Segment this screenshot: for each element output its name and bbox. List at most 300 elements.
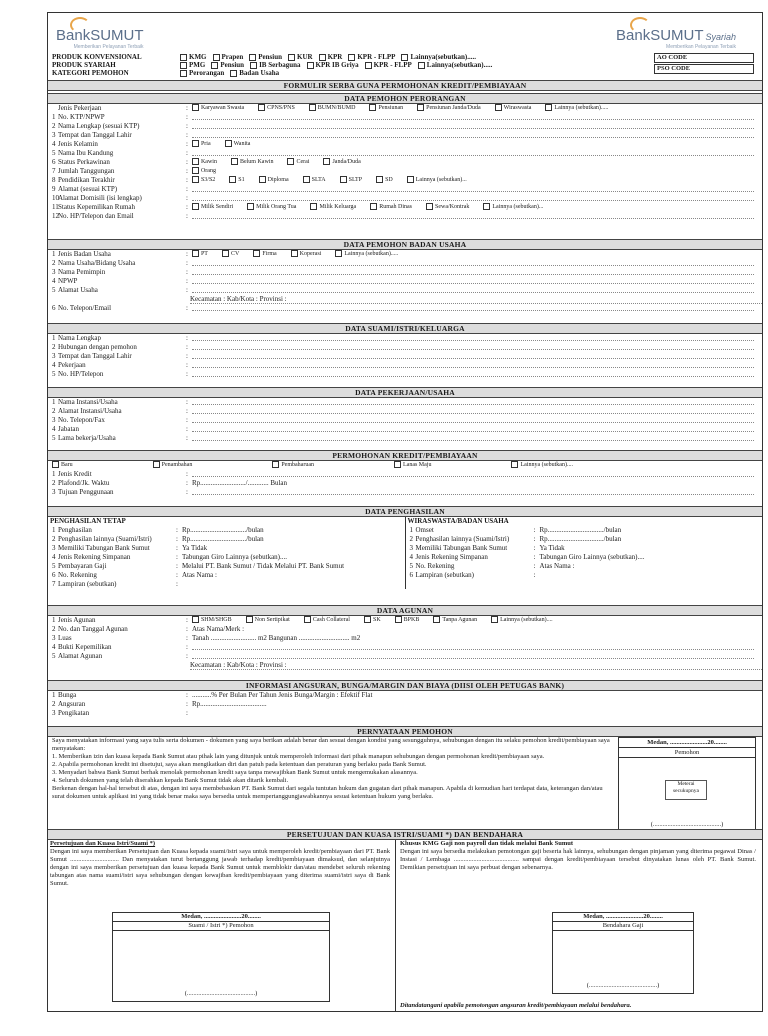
checkbox[interactable] — [348, 54, 355, 61]
right-medan: Medan, .......................20........ — [583, 913, 663, 920]
perorangan-option[interactable] — [545, 104, 608, 113]
perorangan-option[interactable] — [483, 203, 543, 212]
row-number: 2 — [52, 535, 56, 543]
badan-usaha-section — [48, 250, 762, 313]
persetujuan-istri-suami — [50, 840, 390, 888]
perorangan-option-label: Janda/Duda — [332, 159, 361, 165]
agunan-option-label: Non Sertipikat — [254, 617, 290, 623]
agunan-option-label: SHM/SHGB — [200, 617, 232, 623]
row-number: 2 — [52, 625, 56, 633]
colon: : — [186, 343, 188, 351]
agunan-row — [48, 616, 762, 625]
row-number: 1 — [52, 334, 56, 342]
row-label: Memiliki Tabungan Bank Sumut — [415, 544, 508, 552]
angsuran-value[interactable]: ...........% Per Bulan Per Tahun Jenis Bunga/Margin : Efektif Flat — [191, 691, 373, 699]
ao-code-field[interactable]: AO CODE — [654, 53, 754, 63]
persetujuan-section — [48, 840, 762, 1011]
penghasilan-tetap-value[interactable]: Rp................................/bulan — [181, 526, 264, 534]
checkbox[interactable] — [307, 62, 314, 69]
agunan-value[interactable]: Atas Nama/Merk : — [191, 625, 245, 633]
row-number: 10 — [52, 194, 59, 202]
perorangan-option[interactable] — [340, 176, 362, 185]
pekerjaan-input-line[interactable] — [192, 434, 754, 441]
checkbox[interactable] — [180, 62, 187, 69]
keluarga-input-line[interactable] — [192, 370, 754, 377]
perorangan-option[interactable] — [258, 104, 295, 113]
checkbox[interactable] — [304, 616, 311, 623]
pemohon-medan: Medan, .......................20........ — [619, 738, 755, 748]
checkbox[interactable] — [192, 203, 199, 210]
left-medan: Medan, .......................20........ — [181, 913, 261, 920]
checkbox[interactable] — [249, 54, 256, 61]
perorangan-row — [48, 158, 762, 167]
syariah-option[interactable] — [418, 61, 493, 69]
pernyataan-paragraph: 2. Apabila permohonan kredit ini disetujui, saya akan mengikatkan diri dan patuh pada ketentuan dan peraturan yang berlaku pada Bank Sumut. — [52, 761, 427, 768]
penghasilan-tetap-title: PENGHASILAN TETAP — [50, 517, 126, 525]
perorangan-option[interactable] — [303, 176, 326, 185]
colon: : — [176, 562, 178, 570]
row-label: No. KTP/NPWP — [58, 113, 105, 121]
colon: : — [186, 334, 188, 342]
syariah-option[interactable] — [180, 61, 205, 69]
angsuran-section — [48, 691, 762, 718]
checkbox[interactable] — [192, 167, 199, 174]
syariah-option-label: KPR - FLPP — [373, 61, 412, 69]
colon: : — [186, 634, 188, 642]
checkbox[interactable] — [309, 104, 316, 111]
colon: : — [186, 425, 188, 433]
bendahara-signature-box[interactable] — [552, 912, 694, 994]
agunan-option[interactable] — [395, 616, 420, 625]
checkbox[interactable] — [395, 616, 402, 623]
row-label: No. HP/Telepon dan Email — [58, 212, 134, 220]
produk-konvensional-options — [180, 53, 476, 61]
bank-sumut-syariah-logo — [616, 19, 736, 50]
pekerjaan-input-line[interactable] — [192, 407, 754, 414]
colon: : — [186, 700, 188, 708]
row-number: 2 — [52, 700, 56, 708]
badan-usaha-option-label: Firma — [262, 251, 277, 257]
checkbox[interactable] — [310, 203, 317, 210]
checkbox[interactable] — [192, 250, 199, 257]
checkbox[interactable] — [287, 158, 294, 165]
checkbox[interactable] — [426, 203, 433, 210]
konvensional-option[interactable] — [288, 53, 313, 61]
checkbox[interactable] — [246, 616, 253, 623]
perorangan-option-label: Diploma — [267, 177, 289, 183]
konvensional-option-label: KMG — [189, 53, 207, 61]
row-number: 8 — [52, 176, 56, 184]
kredit-option[interactable] — [52, 461, 73, 470]
konvensional-option[interactable] — [401, 53, 476, 61]
perorangan-option[interactable] — [259, 176, 289, 185]
perorangan-options — [192, 140, 251, 149]
colon: : — [176, 535, 178, 543]
row-number: 1 — [52, 526, 56, 534]
checkbox[interactable] — [192, 158, 199, 165]
wiraswasta-value[interactable]: Rp................................/bulan — [539, 526, 622, 534]
perorangan-option[interactable] — [192, 158, 217, 167]
konvensional-option-label: Lainnya(sebutkan)..... — [410, 53, 477, 61]
perorangan-row — [48, 176, 762, 185]
perorangan-option[interactable] — [407, 176, 467, 185]
checkbox[interactable] — [222, 250, 229, 257]
angsuran-section-title: INFORMASI ANGSURAN, BUNGA/MARGIN DAN BIAYA (DIISI OLEH PETUGAS BANK) — [48, 680, 762, 691]
checkbox[interactable] — [192, 616, 199, 623]
angsuran-value[interactable] — [192, 709, 762, 718]
badan-usaha-option[interactable] — [291, 250, 322, 259]
checkbox[interactable] — [250, 62, 257, 69]
kredit-value[interactable]: Rp........................../............ Bulan — [191, 479, 288, 487]
perorangan-option[interactable] — [192, 176, 215, 185]
colon: : — [186, 652, 188, 660]
penghasilan-tetap-value[interactable]: Atas Nama : — [181, 571, 217, 579]
perorangan-option[interactable] — [225, 140, 251, 149]
penghasilan-tetap-row — [48, 535, 405, 544]
penghasilan-tetap-row — [48, 544, 405, 553]
agunan-input-line[interactable] — [192, 652, 754, 659]
checkbox[interactable] — [192, 140, 199, 147]
wiraswasta-value[interactable]: Rp................................/bulan — [539, 535, 622, 543]
agunan-row — [48, 634, 762, 643]
perorangan-option[interactable] — [495, 104, 532, 113]
row-number: 1 — [52, 616, 56, 624]
wiraswasta-value[interactable]: Ya Tidak — [539, 544, 565, 552]
checkbox[interactable] — [545, 104, 552, 111]
perorangan-option[interactable] — [310, 203, 356, 212]
syariah-option[interactable] — [365, 61, 412, 69]
agunan-input-line[interactable] — [192, 643, 754, 650]
perorangan-option-label: Wiraswasta — [503, 105, 532, 111]
agunan-section — [48, 616, 762, 670]
perorangan-input-line[interactable] — [192, 131, 754, 138]
pekerjaan-input-line[interactable] — [192, 416, 754, 423]
perorangan-option-label: Wanita — [233, 141, 251, 147]
row-number: 2 — [52, 259, 56, 267]
checkbox[interactable] — [495, 104, 502, 111]
row-number: 7 — [52, 167, 56, 175]
checkbox[interactable] — [370, 203, 377, 210]
materai-stamp: Meterai secukupnya — [665, 780, 707, 800]
kredit-section-title: PERMOHONAN KREDIT/PEMBIAYAAN — [48, 450, 762, 461]
colon: : — [186, 304, 188, 312]
perorangan-input-line[interactable] — [192, 113, 754, 120]
checkbox[interactable] — [401, 54, 408, 61]
checkbox[interactable] — [433, 616, 440, 623]
perorangan-input-line[interactable] — [192, 212, 754, 219]
colon: : — [186, 140, 188, 148]
checkbox[interactable] — [192, 176, 199, 183]
perorangan-row — [48, 212, 762, 221]
badan-usaha-option-label: Koperasi — [299, 251, 322, 257]
checkbox[interactable] — [303, 176, 310, 183]
perorangan-option[interactable] — [323, 158, 360, 167]
colon: : — [186, 113, 188, 121]
penghasilan-tetap-value[interactable]: Tabungan Giro Lainnya (sebutkan).... — [181, 553, 288, 561]
checkbox[interactable] — [394, 461, 401, 468]
checkbox[interactable] — [211, 62, 218, 69]
agunan-value[interactable]: Tanah .......................... m2 Bangunan ............................. m2 — [191, 634, 361, 642]
syariah-option[interactable] — [211, 61, 244, 69]
kategori-option-label: Perorangan — [189, 69, 225, 77]
konvensional-option[interactable] — [348, 53, 395, 61]
checkbox[interactable] — [511, 461, 518, 468]
konvensional-option-label: KUR — [297, 53, 313, 61]
kredit-option[interactable] — [394, 461, 432, 470]
perorangan-option[interactable] — [192, 140, 211, 149]
checkbox[interactable] — [483, 203, 490, 210]
checkbox[interactable] — [52, 461, 59, 468]
perorangan-option[interactable] — [417, 104, 481, 113]
checkbox[interactable] — [258, 104, 265, 111]
kredit-option[interactable] — [153, 461, 193, 470]
badan-usaha-option[interactable] — [253, 250, 276, 259]
badan-usaha-input-line[interactable] — [192, 277, 754, 284]
kategori-option[interactable] — [230, 69, 279, 77]
pekerjaan-input-line[interactable] — [192, 425, 754, 432]
produk-syariah-label: PRODUK SYARIAH — [52, 61, 116, 69]
checkbox[interactable] — [230, 70, 237, 77]
perorangan-row — [48, 149, 762, 158]
wiraswasta-row — [406, 553, 763, 562]
checkbox[interactable] — [365, 62, 372, 69]
checkbox[interactable] — [272, 461, 279, 468]
checkbox[interactable] — [180, 54, 187, 61]
konvensional-option[interactable] — [319, 53, 343, 61]
badan-usaha-option[interactable] — [222, 250, 239, 259]
penghasilan-tetap-value[interactable] — [182, 580, 405, 589]
checkbox[interactable] — [231, 158, 238, 165]
keluarga-row — [48, 343, 762, 352]
perorangan-option[interactable] — [369, 104, 403, 113]
badan-usaha-row — [48, 250, 762, 259]
checkbox[interactable] — [491, 616, 498, 623]
kredit-option[interactable] — [272, 461, 314, 470]
badan-usaha-options — [192, 250, 398, 259]
perorangan-option[interactable] — [287, 158, 309, 167]
checkbox[interactable] — [418, 62, 425, 69]
kredit-option-label: Lanas Maju — [402, 462, 432, 468]
badan-usaha-option[interactable] — [192, 250, 208, 259]
colon: : — [186, 203, 188, 211]
row-label: Jenis Rekening Simpanan — [415, 553, 488, 561]
checkbox[interactable] — [192, 104, 199, 111]
badan-usaha-input-line[interactable] — [192, 304, 754, 311]
kategori-option-label: Badan Usaha — [239, 69, 280, 77]
perorangan-row — [48, 140, 762, 149]
kredit-input-line[interactable] — [192, 488, 754, 495]
pekerjaan-row — [48, 407, 762, 416]
checkbox[interactable] — [288, 54, 295, 61]
row-number: 2 — [52, 343, 56, 351]
perorangan-option[interactable] — [231, 158, 274, 167]
perorangan-input-line[interactable] — [192, 194, 754, 201]
right-sig-line: (..........................................) — [586, 982, 660, 989]
perorangan-option-label: Cerai — [296, 159, 310, 165]
perorangan-option[interactable] — [192, 104, 244, 113]
colon: : — [186, 709, 188, 717]
colon: : — [186, 104, 188, 112]
pemohon-label: Pemohon — [619, 748, 755, 758]
wiraswasta-value[interactable]: Tabungan Giro Lainnya (sebutkan).... — [539, 553, 645, 561]
perorangan-option[interactable] — [229, 176, 244, 185]
perorangan-options — [192, 104, 608, 113]
row-label: No. Rekening — [415, 562, 455, 570]
perorangan-option[interactable] — [370, 203, 412, 212]
checkbox[interactable] — [364, 616, 371, 623]
konvensional-option[interactable] — [249, 53, 282, 61]
row-number: 3 — [52, 544, 56, 552]
checkbox[interactable] — [335, 250, 342, 257]
badan-usaha-location[interactable]: Kecamatan : Kab/Kota : Provinsi : — [190, 295, 762, 304]
checkbox[interactable] — [225, 140, 232, 147]
penghasilan-tetap-value[interactable]: Melalui PT. Bank Sumut / Tidak Melalui PT. Bank Sumut — [181, 562, 345, 570]
row-number: 3 — [52, 131, 56, 139]
perorangan-input-line[interactable] — [192, 149, 754, 156]
checkbox[interactable] — [180, 70, 187, 77]
checkbox[interactable] — [319, 54, 326, 61]
checkbox[interactable] — [253, 250, 260, 257]
agunan-option[interactable] — [433, 616, 477, 625]
badan-usaha-input-line[interactable] — [192, 259, 754, 266]
row-label: No. HP/Telepon — [58, 370, 104, 378]
colon: : — [186, 470, 188, 478]
keluarga-input-line[interactable] — [192, 343, 754, 350]
row-number: 2 — [409, 535, 413, 543]
perorangan-options — [192, 176, 467, 185]
penghasilan-tetap-value[interactable]: Ya Tidak — [181, 544, 208, 552]
keluarga-input-line[interactable] — [192, 334, 754, 341]
wiraswasta-value[interactable]: Atas Nama : — [539, 562, 575, 570]
row-number: 4 — [52, 425, 56, 433]
colon: : — [186, 407, 188, 415]
colon: : — [186, 616, 188, 624]
agunan-row — [48, 625, 762, 634]
perorangan-row — [48, 185, 762, 194]
konvensional-option[interactable] — [180, 53, 207, 61]
syariah-option[interactable] — [250, 61, 300, 69]
colon: : — [186, 131, 188, 139]
agunan-option[interactable] — [364, 616, 381, 625]
agunan-option[interactable] — [192, 616, 232, 625]
penghasilan-tetap-row — [48, 553, 405, 562]
row-number: 1 — [52, 691, 56, 699]
row-label: Jenis Badan Usaha — [58, 250, 111, 258]
checkbox[interactable] — [376, 176, 383, 183]
pernyataan-paragraph: 4. Seluruh dokumen yang telah diserahkan kepada Bank Sumut tidak akan ditarik kembali. — [52, 777, 289, 784]
checkbox[interactable] — [247, 203, 254, 210]
row-label: Tempat dan Tanggal Lahir — [58, 352, 132, 360]
row-label — [58, 295, 186, 304]
pekerjaan-input-line[interactable] — [192, 398, 754, 405]
badan-usaha-option[interactable] — [335, 250, 398, 259]
konvensional-option[interactable] — [213, 53, 244, 61]
agunan-option[interactable] — [246, 616, 290, 625]
keluarga-section — [48, 334, 762, 379]
colon: : — [186, 625, 188, 633]
perorangan-options — [192, 203, 543, 212]
perorangan-option[interactable] — [192, 167, 216, 176]
colon: : — [186, 416, 188, 424]
suami-istri-signature-box[interactable] — [112, 912, 330, 1002]
produk-konvensional-label: PRODUK KONVENSIONAL — [52, 53, 142, 61]
pernyataan-paragraph: 1. Memberikan izin dan kuasa kepada Bank Sumut atau pihak lain yang ditunjuk untuk memperoleh informasi dari pihak manapun sehubungan dengan permohonan kredit/pembiayaan saya. — [52, 753, 545, 760]
perorangan-option[interactable] — [376, 176, 393, 185]
penghasilan-tetap-value[interactable]: Rp................................/bulan — [181, 535, 264, 543]
perorangan-input-line[interactable] — [192, 185, 754, 192]
badan-usaha-input-line[interactable] — [192, 268, 754, 275]
checkbox[interactable] — [407, 176, 414, 183]
colon: : — [186, 149, 188, 157]
angsuran-value[interactable]: Rp...................................... — [191, 700, 267, 708]
keluarga-input-line[interactable] — [192, 361, 754, 368]
konvensional-option-label: KPR - FLPP — [357, 53, 396, 61]
checkbox[interactable] — [323, 158, 330, 165]
kategori-option[interactable] — [180, 69, 224, 77]
kredit-input-line[interactable] — [192, 470, 754, 477]
agunan-option[interactable] — [491, 616, 552, 625]
perorangan-option-label: Milik Keluarga — [319, 204, 357, 210]
angsuran-row — [48, 691, 762, 700]
perorangan-option[interactable] — [309, 104, 356, 113]
colon: : — [176, 580, 178, 588]
persetujuan-bendahara — [400, 840, 756, 872]
agunan-option[interactable] — [304, 616, 350, 625]
perorangan-option-label: Kawin — [200, 159, 217, 165]
checkbox[interactable] — [259, 176, 266, 183]
agunan-option-label: BPKB — [403, 617, 420, 623]
checkbox[interactable] — [340, 176, 347, 183]
row-number: 5 — [52, 286, 56, 294]
keluarga-input-line[interactable] — [192, 352, 754, 359]
kredit-option-label: Baru — [61, 462, 73, 468]
kredit-option[interactable] — [511, 461, 572, 470]
agunan-options — [192, 616, 553, 625]
row-number: 2 — [52, 407, 56, 415]
perorangan-option[interactable] — [192, 203, 233, 212]
syariah-option[interactable] — [307, 61, 359, 69]
checkbox[interactable] — [153, 461, 160, 468]
perorangan-input-line[interactable] — [192, 122, 754, 129]
wiraswasta-value[interactable] — [539, 571, 762, 580]
checkbox[interactable] — [213, 54, 220, 61]
row-label: Nama Usaha/Bidang Usaha — [58, 259, 136, 267]
checkbox[interactable] — [229, 176, 236, 183]
perorangan-row — [48, 113, 762, 122]
row-label: Jenis Rekening Simpanan — [58, 553, 131, 561]
pemohon-signature-box[interactable] — [618, 737, 756, 833]
agunan-location[interactable]: Kecamatan : Kab/Kota : Provinsi : — [190, 661, 762, 670]
row-number: 2 — [52, 122, 56, 130]
checkbox[interactable] — [417, 104, 424, 111]
colon: : — [533, 571, 536, 579]
pekerjaan-row — [48, 416, 762, 425]
kredit-type-options — [52, 461, 573, 470]
perorangan-option-label: SLTP — [348, 177, 363, 183]
badan-usaha-row — [48, 304, 762, 313]
row-label: Penghasilan lainnya (Suami/Istri) — [58, 535, 152, 543]
row-number: 6 — [52, 158, 56, 166]
badan-usaha-input-line[interactable] — [192, 286, 754, 293]
checkbox[interactable] — [369, 104, 376, 111]
perorangan-option[interactable] — [426, 203, 469, 212]
checkbox[interactable] — [291, 250, 298, 257]
colon: : — [186, 176, 188, 184]
agunan-row — [48, 652, 762, 661]
perorangan-option[interactable] — [247, 203, 296, 212]
pso-code-field[interactable]: PSO CODE — [654, 64, 754, 74]
row-number: 1 — [52, 113, 56, 121]
